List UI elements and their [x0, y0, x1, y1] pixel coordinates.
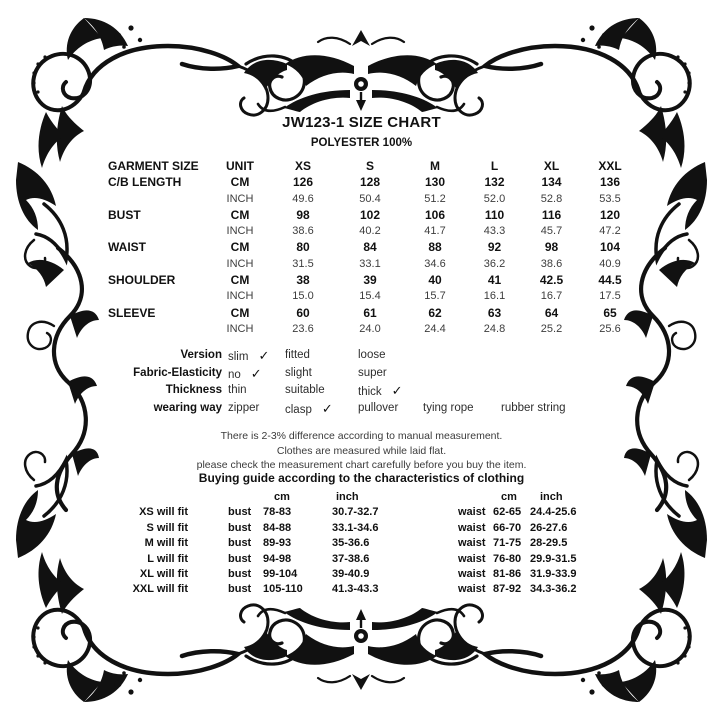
measurement-label: WAIST — [108, 240, 146, 255]
inch-value: 36.2 — [483, 257, 506, 270]
attribute-option — [358, 347, 423, 365]
guide-bust-inch: 39-40.9 — [332, 567, 370, 580]
guide-bust-inch: 37-38.6 — [332, 552, 370, 565]
note-line: Clothes are measured while laid flat. — [276, 444, 447, 457]
measurement-label: SLEEVE — [108, 305, 156, 320]
unit-header: UNIT — [226, 159, 254, 173]
attribute-row — [0, 400, 723, 418]
guide-waist-label: waist — [458, 567, 486, 580]
measurement-row-cm — [100, 239, 640, 255]
guide-waist-cm: 76-80 — [493, 552, 522, 565]
cm-value: 128 — [359, 175, 381, 190]
inch-value: 53.5 — [599, 192, 621, 205]
inch-value: 16.7 — [540, 290, 563, 303]
guide-waist-inch: 34.3-36.2 — [530, 583, 577, 596]
inch-value: 51.2 — [424, 192, 446, 205]
inch-value: 25.6 — [599, 322, 621, 335]
guide-column-header: cm — [501, 491, 517, 503]
attribute-label: wearing way — [153, 401, 222, 414]
guide-waist-label: waist — [458, 552, 486, 565]
cm-value: 92 — [487, 240, 502, 255]
guide-header-spacer — [448, 490, 493, 505]
cm-value: 116 — [541, 207, 562, 222]
cm-value: 63 — [487, 305, 502, 320]
cm-value: 62 — [428, 305, 442, 320]
measurement-row-inch — [100, 191, 640, 207]
unit-cell: INCH — [226, 257, 254, 270]
cm-value: 41 — [487, 273, 502, 288]
cm-value: 102 — [359, 207, 381, 222]
size-table-body — [100, 174, 640, 337]
guide-waist-inch: 31.9-33.9 — [530, 567, 577, 580]
cm-value: 38 — [296, 273, 310, 288]
attribute-option-text: slim — [228, 351, 249, 363]
guide-bust-inch: 33.1-34.6 — [332, 521, 379, 534]
measurement-row-inch — [100, 256, 640, 272]
attribute-label: Thickness — [165, 384, 222, 397]
guide-column-header: cm — [274, 491, 290, 503]
cm-value: 65 — [603, 305, 617, 320]
guide-bust-label: bust — [228, 537, 252, 550]
checkmark-icon: ✓ — [258, 348, 270, 363]
cm-value: 42.5 — [539, 273, 564, 288]
unit-cell: CM — [230, 240, 250, 255]
attribute-option-text: fitted — [285, 349, 310, 361]
attribute-option — [358, 382, 423, 400]
guide-waist-cm: 71-75 — [493, 537, 522, 550]
guide-header-spacer — [196, 490, 254, 505]
size-table — [100, 158, 640, 337]
size-column-header: XS — [294, 159, 311, 173]
inch-value: 17.5 — [599, 290, 621, 303]
cm-value: 110 — [484, 207, 505, 222]
measurement-row-cm — [100, 207, 640, 223]
attribute-option-text: suitable — [285, 384, 325, 397]
note-line: please check the measurement chart carefully before you buy the item. — [196, 459, 527, 472]
inch-value: 38.6 — [540, 257, 563, 270]
attribute-option — [423, 400, 501, 418]
attribute-option-text: loose — [358, 349, 386, 361]
guide-waist-cm: 81-86 — [493, 567, 522, 580]
attribute-option-text: thick — [358, 386, 382, 399]
measurement-row-inch — [100, 223, 640, 239]
guide-size-label: M will fit — [144, 537, 188, 550]
inch-value: 33.1 — [359, 257, 381, 270]
cm-value: 98 — [544, 240, 559, 255]
inch-value: 16.1 — [483, 290, 506, 303]
attribute-option — [285, 382, 358, 400]
guide-bust-label: bust — [228, 521, 252, 534]
page-title: JW123-1 SIZE CHART — [282, 114, 441, 131]
attribute-option — [501, 400, 566, 418]
guide-bust-cm: 105-110 — [263, 583, 303, 596]
cm-value: 80 — [296, 240, 310, 255]
size-column-header: XXL — [598, 159, 622, 173]
attribute-options — [228, 347, 423, 365]
measurement-label — [100, 223, 210, 239]
inch-value: 15.4 — [359, 290, 381, 303]
guide-waist-cm: 87-92 — [493, 583, 522, 596]
guide-waist-inch: 28-29.5 — [530, 537, 568, 550]
inch-value: 23.6 — [292, 322, 314, 335]
guide-bust-cm: 78-83 — [263, 506, 292, 519]
attribute-option — [285, 347, 358, 365]
guide-waist-cm: 62-65 — [493, 506, 522, 519]
attribute-option-text: no — [228, 368, 241, 381]
measurement-label — [100, 321, 210, 337]
guide-bust-cm: 84-88 — [263, 521, 292, 534]
cm-value: 136 — [599, 175, 621, 190]
inch-value: 34.6 — [424, 257, 446, 270]
guide-bust-inch: 35-36.6 — [332, 537, 370, 550]
measurement-label — [100, 256, 210, 272]
inch-value: 40.9 — [599, 257, 621, 270]
attribute-label: Fabric-Elasticity — [133, 366, 222, 379]
inch-value: 52.8 — [540, 192, 563, 205]
cm-value: 98 — [296, 207, 310, 222]
attribute-option-text: slight — [285, 366, 312, 379]
cm-value: 130 — [424, 175, 446, 190]
attribute-option-text: tying rope — [423, 401, 474, 414]
measurement-label — [100, 288, 210, 304]
attribute-options — [228, 400, 566, 418]
unit-cell: CM — [230, 273, 250, 288]
attribute-option-text: pullover — [358, 401, 399, 414]
cm-value: 44.5 — [598, 273, 622, 288]
unit-cell: INCH — [226, 290, 254, 303]
inch-value: 25.2 — [540, 322, 563, 335]
checkmark-icon: ✓ — [250, 365, 262, 381]
attribute-option-text: zipper — [228, 401, 260, 414]
attribute-option-text: super — [358, 366, 387, 379]
checkmark-icon: ✓ — [391, 383, 403, 399]
inch-value: 47.2 — [599, 225, 621, 238]
attribute-option-text: clasp — [285, 403, 312, 416]
guide-column-header: inch — [336, 491, 359, 503]
guide-waist-label: waist — [458, 521, 486, 534]
size-column-header: L — [490, 159, 499, 173]
inch-value: 41.7 — [424, 225, 446, 238]
measurement-row-cm — [100, 305, 640, 321]
unit-cell: CM — [230, 305, 250, 320]
buying-guide-table — [66, 490, 626, 598]
unit-cell: INCH — [226, 225, 254, 238]
measurement-row-inch — [100, 288, 640, 304]
size-table-head-row — [100, 158, 640, 174]
inch-value: 15.0 — [292, 290, 314, 303]
guide-bust-cm: 99-104 — [263, 567, 298, 580]
measurement-row-cm — [100, 272, 640, 288]
measurement-label: BUST — [108, 207, 141, 222]
guide-size-label: XXL will fit — [132, 583, 188, 596]
unit-cell: CM — [230, 207, 250, 222]
guide-waist-inch: 29.9-31.5 — [530, 552, 577, 565]
cm-value: 104 — [599, 240, 621, 255]
material-subtitle: POLYESTER 100% — [310, 137, 413, 149]
unit-cell: INCH — [226, 322, 254, 335]
cm-value: 106 — [424, 207, 446, 222]
attribute-option — [228, 382, 285, 400]
inch-value: 24.8 — [483, 322, 506, 335]
guide-waist-cm: 66-70 — [493, 521, 522, 534]
cm-value: 40 — [428, 273, 442, 288]
guide-size-label: S will fit — [146, 521, 188, 534]
measurement-row-inch — [100, 321, 640, 337]
note-line: There is 2-3% difference according to manual measurement. — [220, 430, 503, 442]
attribute-label: Version — [180, 349, 222, 361]
attributes — [0, 347, 723, 417]
guide-size-label: XS will fit — [139, 506, 188, 519]
guide-size-label: L will fit — [147, 552, 188, 565]
guide-waist-label: waist — [458, 537, 486, 550]
cm-value: 39 — [363, 273, 377, 288]
inch-value: 45.7 — [540, 225, 563, 238]
guide-waist-label: waist — [458, 583, 486, 596]
guide-bust-label: bust — [228, 583, 252, 596]
inch-value: 40.2 — [359, 225, 381, 238]
attribute-options — [228, 382, 423, 400]
size-column-header: M — [430, 159, 440, 173]
cm-value: 132 — [484, 175, 505, 190]
attribute-options — [228, 365, 423, 383]
guide-header-spacer — [66, 490, 196, 505]
guide-size-label: XL will fit — [139, 567, 188, 580]
measurement-label — [100, 191, 210, 207]
size-column-header: XL — [543, 159, 560, 173]
size-column-header: S — [365, 159, 374, 173]
guide-bust-label: bust — [228, 506, 252, 519]
measurement-label: SHOULDER — [108, 273, 176, 288]
buying-guide-title: Buying guide according to the characteristics of clothing — [198, 471, 525, 485]
attribute-row — [0, 347, 723, 365]
guide-bust-label: bust — [228, 567, 252, 580]
cm-value: 61 — [363, 305, 377, 320]
attribute-option — [228, 347, 285, 365]
cm-value: 64 — [544, 305, 559, 320]
cm-value: 60 — [296, 305, 310, 320]
inch-value: 24.0 — [359, 322, 381, 335]
attribute-option — [228, 400, 285, 418]
attribute-option-text: thin — [228, 384, 247, 397]
inch-value: 52.0 — [483, 192, 506, 205]
guide-waist-inch: 26-27.6 — [530, 521, 568, 534]
cm-value: 120 — [599, 207, 621, 222]
guide-column-header: inch — [540, 491, 563, 503]
guide-bust-cm: 94-98 — [263, 552, 292, 565]
attribute-option — [358, 400, 423, 418]
attribute-option — [285, 400, 358, 418]
garment-size-header: GARMENT SIZE — [108, 159, 199, 173]
inch-value: 49.6 — [292, 192, 314, 205]
guide-bust-cm: 89-93 — [263, 537, 292, 550]
inch-value: 43.3 — [483, 225, 506, 238]
inch-value: 24.4 — [424, 322, 446, 335]
measurement-row-cm — [100, 174, 640, 190]
inch-value: 15.7 — [424, 290, 446, 303]
unit-cell: INCH — [226, 192, 254, 205]
guide-bust-inch: 30.7-32.7 — [332, 506, 379, 519]
attribute-option — [228, 365, 285, 383]
cm-value: 84 — [363, 240, 377, 255]
inch-value: 38.6 — [292, 225, 314, 238]
cm-value: 126 — [292, 175, 314, 190]
attribute-option — [358, 365, 423, 383]
guide-waist-inch: 24.4-25.6 — [530, 506, 577, 519]
attribute-row — [0, 365, 723, 383]
attribute-option — [285, 365, 358, 383]
attribute-option-text: rubber string — [501, 401, 566, 414]
inch-value: 50.4 — [359, 192, 381, 205]
inch-value: 31.5 — [292, 257, 314, 270]
guide-bust-label: bust — [228, 552, 252, 565]
attribute-row — [0, 382, 723, 400]
measurement-label: C/B LENGTH — [108, 175, 182, 190]
guide-bust-inch: 41.3-43.3 — [332, 583, 379, 596]
cm-value: 134 — [541, 175, 562, 190]
guide-waist-label: waist — [458, 506, 486, 519]
checkmark-icon: ✓ — [321, 400, 333, 416]
unit-cell: CM — [230, 175, 250, 190]
notes — [0, 429, 723, 473]
cm-value: 88 — [428, 240, 442, 255]
